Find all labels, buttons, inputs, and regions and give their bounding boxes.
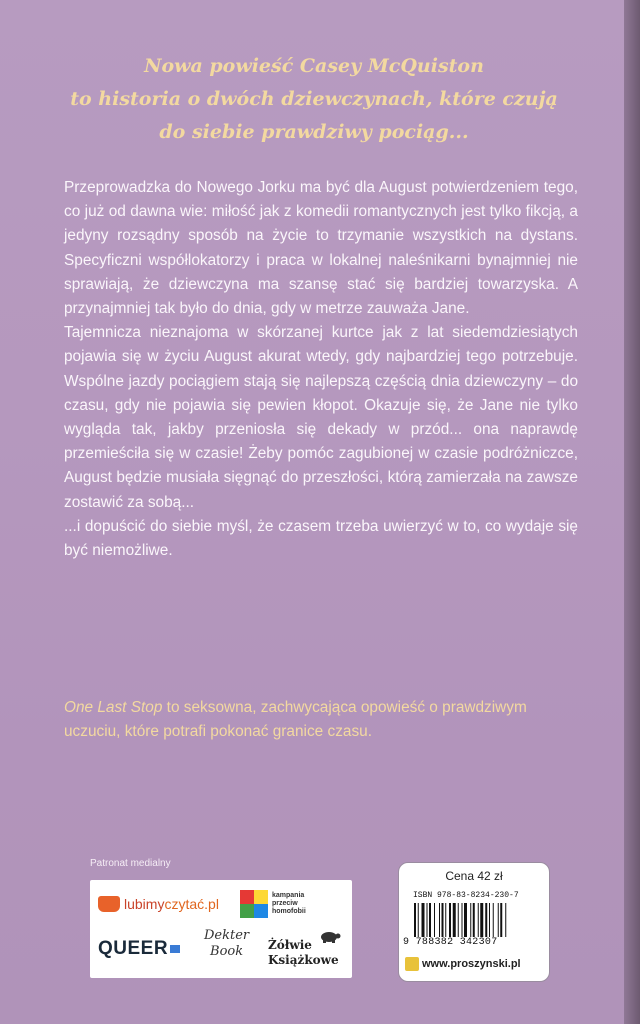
kampania-text: kampania przeciw homofobii (272, 892, 306, 915)
blurb-paragraph-3: ...i dopuścić do siebie myśl, że czasem trzeba uwierzyć w to, co wydaje się być niemożliwe. (64, 517, 578, 560)
publisher-logo-icon (405, 957, 419, 971)
barcode-number: 9 788382 342307 (403, 937, 498, 948)
kampania-logo (240, 890, 322, 918)
tagline-line-1: Nowa powieść Casey McQuiston (144, 55, 484, 77)
lubimy-text: lubimy (124, 896, 165, 912)
queer-text: QUEER (98, 938, 169, 959)
publisher (405, 957, 521, 971)
book-icon (98, 896, 120, 912)
queer-badge-icon (170, 945, 180, 953)
media-partners-box (90, 880, 352, 978)
blurb (64, 176, 578, 563)
patronat-label: Patronat medialny (90, 858, 171, 869)
lubimyczytac-logo (98, 896, 219, 912)
ksiazkowe-text: Książkowe (268, 953, 339, 967)
closing-statement (64, 696, 578, 744)
book-text: Book (210, 944, 244, 959)
czytac-text: czytać.pl (164, 896, 219, 912)
book-title: One Last Stop (64, 699, 163, 716)
tagline-line-3: do siebie prawdziwy pociąg... (159, 121, 469, 143)
publisher-url: www.proszynski.pl (422, 958, 521, 970)
price: Cena 42 zł (445, 869, 503, 883)
closing-text: to seksowna, zachwycająca opowieść o prawdziwym uczuciu, które potrafi pokonać granice czasu. (64, 699, 527, 741)
blurb-paragraph-2: Tajemnicza nieznajoma w skórzanej kurtce jak z lat siedemdziesiątych pojawia się w życiu August akurat wtedy, gdy najbardziej tego potrzebuje. Wspólne jazdy pociągiem stają się najlepszą częścią dnia dziewczyny – do czasu, gdy nie pojawia się pewien kłopot. Okazuje się, że Jane nie tylko wygląda tak, jakby przeniosła się dekady w przód... ona naprawdę przemieściła się w czasie! Żeby pomóc zagubionej w czasie podróżniczce, August będzie musiała sięgnąć do przeszłości, którą zamierzała na zawsze zostawić za sobą... (64, 324, 578, 511)
isbn: ISBN 978-83-8234-230-7 (413, 891, 519, 900)
price-barcode-box (398, 862, 550, 982)
zolwie-ksiazkowe-logo (268, 938, 339, 968)
dekter-book-logo (204, 928, 249, 960)
zolwie-text: Żółwie (268, 938, 312, 952)
tagline (40, 50, 588, 149)
barcode-icon (413, 903, 537, 937)
page-edge (624, 0, 640, 1024)
blurb-paragraph-1: Przeprowadzka do Nowego Jorku ma być dla August potwierdzeniem tego, co już od dawna wie: miłość jak z komedii romantycznych jest tylko fikcją, a jedyny rozsądny sposób na życie to trzymanie wszystkich na dystans. Specyficzni współlokatorzy i praca w lokalnej naleśnikarni bynajmniej nie sprawiają, że dziewczyna ma szansę stać się bardziej towarzyska. A przynajmniej tak było do dnia, gdy w metrze zauważa Jane. (64, 179, 578, 318)
tagline-line-2: to historia o dwóch dziewczynach, które czują (70, 88, 558, 110)
queer-logo (98, 938, 180, 960)
dekter-text: Dekter (204, 928, 250, 943)
kampania-icon (240, 890, 268, 918)
